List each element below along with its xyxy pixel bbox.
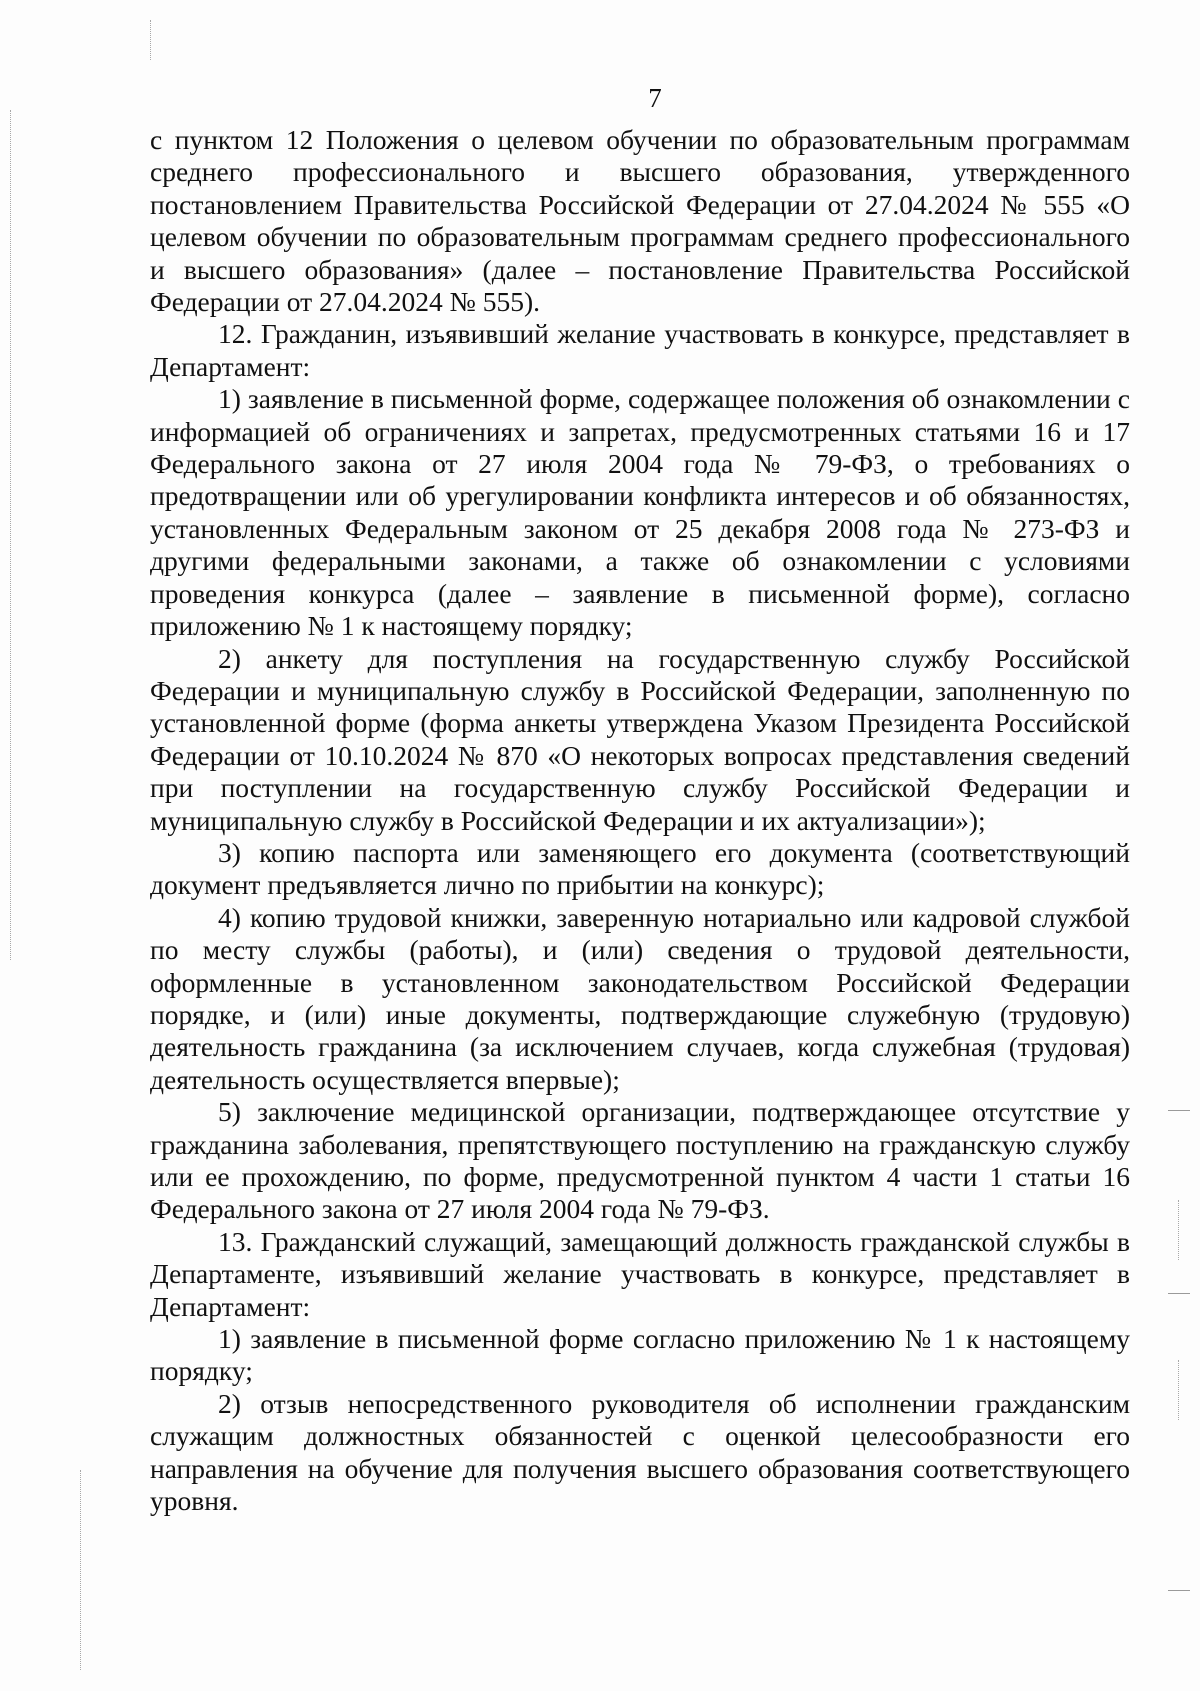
page-number: 7 bbox=[648, 83, 662, 113]
paragraph-clause-12-item-4: 4) копию трудовой книжки, заверенную нотариально или кадровой службой по месту службы (работы), и (или) сведения о трудовой деятельности, оформленные в установленном законодательством Российской Федерации порядке, и (или) иные документы, подтверждающие служебную (трудовую) деятельность гражданина (за исключением случаев, когда служебная (трудовая) деятельность осуществляется впервые); bbox=[150, 901, 1130, 1095]
scan-edge-mark bbox=[1178, 1360, 1179, 1420]
paragraph-clause-13-item-1: 1) заявление в письменной форме согласно приложению № 1 к настоящему порядку; bbox=[150, 1323, 1130, 1387]
paragraph-continuation: с пунктом 12 Положения о целевом обучении по образовательным программам среднего профессионального и высшего образования, утвержденного постановлением Правительства Российской Федерации от 27.04.2024 № 555 «О целевом обучении по образовательным программам среднего профессионального и высшего образования» (далее – постановление Правительства Российской Федерации от 27.04.2024 № 555). bbox=[150, 124, 1130, 318]
paragraph-clause-12-item-2: 2) анкету для поступления на государственную службу Российской Федерации и муниципальную службу в Российской Федерации, заполненную по установленной форме (форма анкеты утверждена Указом Президента Российской Федерации от 10.10.2024 № 870 «О некоторых вопросах представления сведений при поступлении на государственную службу Российской Федерации и муниципальную службу в Российской Федерации и их актуализации»); bbox=[150, 642, 1130, 836]
paragraph-clause-13: 13. Гражданский служащий, замещающий должность гражданской службы в Департаменте, изъявивший желание участвовать в конкурсе, представляет в Департамент: bbox=[150, 1225, 1130, 1322]
scan-edge-mark bbox=[1168, 1590, 1190, 1591]
document-body bbox=[150, 124, 1130, 1517]
scan-edge-mark bbox=[1168, 1110, 1190, 1111]
scan-edge-mark bbox=[1168, 1293, 1190, 1294]
scan-edge-mark bbox=[150, 20, 151, 60]
scan-edge-mark bbox=[1178, 1200, 1179, 1260]
paragraph-clause-12-item-1: 1) заявление в письменной форме, содержащее положения об ознакомлении с информацией об ограничениях и запретах, предусмотренных статьями 16 и 17 Федерального закона от 27 июля 2004 года № 79-ФЗ, о требованиях о предотвращении или об урегулировании конфликта интересов и об обязанностях, установленных Федеральным законом от 25 декабря 2008 года № 273-ФЗ и другими федеральными законами, а также об ознакомлении с условиями проведения конкурса (далее – заявление в письменной форме), согласно приложению № 1 к настоящему порядку; bbox=[150, 383, 1130, 642]
paragraph-clause-12-item-3: 3) копию паспорта или заменяющего его документа (соответствующий документ предъявляется лично по прибытии на конкурс); bbox=[150, 836, 1130, 901]
paragraph-clause-13-item-2: 2) отзыв непосредственного руководителя об исполнении гражданским служащим должностных обязанностей с оценкой целесообразности его направления на обучение для получения высшего образования соответствующего уровня. bbox=[150, 1387, 1130, 1517]
paragraph-clause-12: 12. Гражданин, изъявивший желание участвовать в конкурсе, представляет в Департамент: bbox=[150, 318, 1130, 382]
scan-edge-mark bbox=[10, 110, 11, 960]
paragraph-clause-12-item-5: 5) заключение медицинской организации, подтверждающее отсутствие у гражданина заболевания, препятствующего поступлению на гражданскую службу или ее прохождению, по форме, предусмотренной пунктом 4 части 1 статьи 16 Федерального закона от 27 июля 2004 года № 79-ФЗ. bbox=[150, 1096, 1130, 1225]
scan-edge-mark bbox=[80, 1470, 81, 1670]
